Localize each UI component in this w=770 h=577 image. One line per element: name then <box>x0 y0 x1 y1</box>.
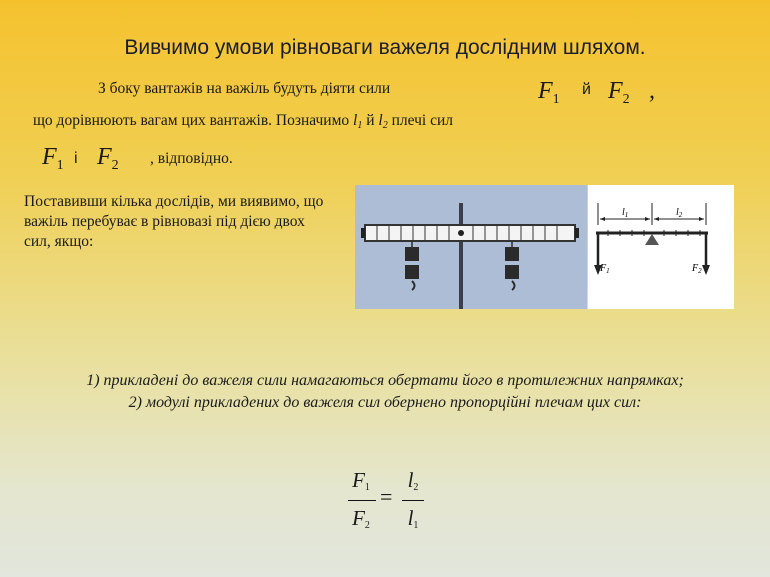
formula-equals: = <box>380 484 393 509</box>
equilibrium-formula <box>346 468 430 538</box>
lever-experiment-photo <box>355 185 587 309</box>
force-f1-symbol-2: $F_1$ <box>42 144 64 173</box>
formula-denominator-l1: l1 <box>407 506 419 531</box>
arm-l2-label: $l_2$ <box>676 207 683 219</box>
intro-line-1: З боку вантажів на важіль будуть діяти сили <box>98 80 391 97</box>
conjunction-y: й <box>582 81 591 98</box>
respectively-text: , відповідно. <box>150 150 233 167</box>
force-f1-label: $F_1$ <box>600 263 610 275</box>
fraction-bar-left <box>348 500 376 501</box>
force-f2-symbol: $F_2$ <box>608 78 630 107</box>
force-f2-label: $F_2$ <box>692 263 702 275</box>
intro-line-2: що дорівнюють вагам цих вантажів. Позначимо l1 й l2 плечі сил <box>33 112 453 131</box>
condition-2: 2) модулі прикладених до важеля сил обернено пропорційні плечам цих сил: <box>128 394 642 411</box>
lever-schematic <box>588 185 734 309</box>
force-f1-symbol: $F_1$ <box>538 78 560 107</box>
fraction-bar-right <box>402 500 424 501</box>
force-f2-symbol-2: $F_2$ <box>97 144 119 173</box>
comma: , <box>649 78 655 104</box>
formula-numerator-f1: F1 <box>352 468 370 493</box>
page-title: Вивчимо умови рівноваги важеля дослідним шляхом. <box>124 36 646 59</box>
arm-l1-label: $l_1$ <box>622 207 629 219</box>
formula-denominator-f2: F2 <box>352 506 370 531</box>
experiment-text: Поставивши кілька дослідів, ми виявимо, що важіль перебуває в рівновазі під дією двох сил, якщо: <box>24 193 324 250</box>
condition-1: 1) прикладені до важеля сили намагаються обертати його в протилежних напрямках; <box>86 372 684 389</box>
conjunction-i: і <box>74 150 78 167</box>
formula-numerator-l2: l2 <box>407 468 419 493</box>
